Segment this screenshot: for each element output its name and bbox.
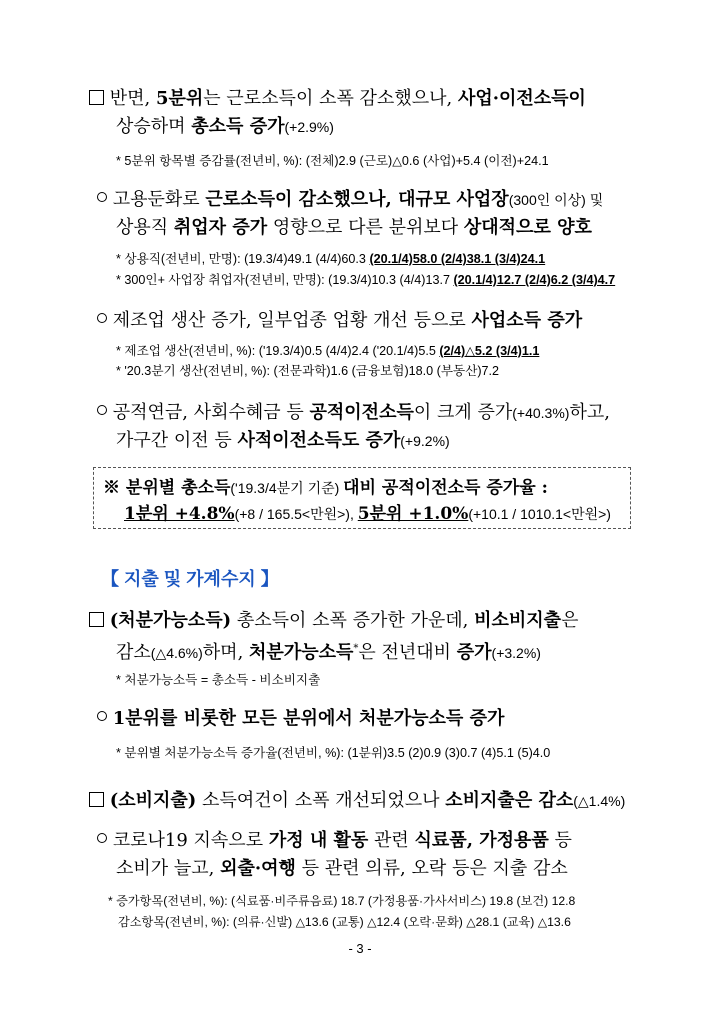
square-bullet-icon (89, 612, 104, 627)
p5-line1: (처분가능소득) 총소득이 소폭 증가한 가운데, 비소비지출은 (89, 606, 578, 635)
box-line2: 1분위 +4.8%(+8 / 165.5<만원>), 5분위 +1.0%(+10.1 / 1010.1<만원>) (124, 504, 611, 524)
p8-note1: * 증가항목(전년비, %): (식료품·비주류음료) 18.7 (가정용품·가사서비스) 19.8 (보건) 12.8 (108, 894, 576, 908)
p4-line2: 가구간 이전 등 사적이전소득도 증가(+9.2%) (116, 430, 450, 451)
p5-note: * 처분가능소득 = 총소득 - 비소비지출 (116, 673, 321, 687)
p2-line2: 상용직 취업자 증가 영향으로 다른 분위보다 상대적으로 양호 (116, 217, 592, 238)
circle-bullet-icon (97, 833, 107, 843)
square-bullet-icon (89, 90, 104, 105)
p1-line2: 상승하며 총소득 증가(+2.9%) (116, 116, 334, 137)
p2-note1: * 상용직(전년비, 만명): (19.3/4)49.1 (4/4)60.3 (20.1/4)58.0 (2/4)38.1 (3/4)24.1 (116, 252, 546, 266)
p4-line1: 공적연금, 사회수혜금 등 공적이전소득이 크게 증가(+40.3%)하고, (97, 398, 610, 428)
p7-line1: (소비지출) 소득여건이 소폭 개선되었으나 소비지출은 감소(△1.4%) (89, 786, 625, 816)
circle-bullet-icon (97, 405, 107, 415)
section-heading: 【 지출 및 가계수지 】 (101, 569, 279, 589)
p2-line1: 고용둔화로 근로소득이 감소했으나, 대규모 사업장(300인 이상) 및 (97, 185, 603, 215)
circle-bullet-icon (97, 711, 107, 721)
circle-bullet-icon (97, 313, 107, 323)
p2-note2: * 300인+ 사업장 취업자(전년비, 만명): (19.3/4)10.3 (4/4)13.7 (20.1/4)12.7 (2/4)6.2 (3/4)4.7 (116, 273, 616, 287)
p8-note2: 감소항목(전년비, %): (의류·신발) △13.6 (교통) △12.4 (오락·문화) △28.1 (교육) △13.6 (118, 915, 571, 929)
p6-note: * 분위별 처분가능소득 증가율(전년비, %): (1분위)3.5 (2)0.9 (3)0.7 (4)5.1 (5)4.0 (116, 746, 551, 760)
p5-line2: 감소(△4.6%)하며, 처분가능소득*은 전년대비 증가(+3.2%) (116, 642, 541, 663)
p8-line1: 코로나19 지속으로 가정 내 활동 관련 식료품, 가정용품 등 (97, 826, 572, 855)
page-number: - 3 - (348, 941, 372, 956)
circle-bullet-icon (97, 192, 107, 202)
p1-note: * 5분위 항목별 증감률(전년비, %): (전체)2.9 (근로)△0.6 (사업)+5.4 (이전)+24.1 (116, 154, 549, 168)
p1-line1: 반면, 5분위는 근로소득이 소폭 감소했으나, 사업·이전소득이 (89, 84, 586, 113)
p3-note2: * '20.3분기 생산(전년비, %): (전문과학)1.6 (금융보험)18.0 (부동산)7.2 (116, 364, 500, 378)
p8-line2: 소비가 늘고, 외출·여행 등 관련 의류, 오락 등은 지출 감소 (116, 858, 568, 879)
p3-line1: 제조업 생산 증가, 일부업종 업황 개선 등으로 사업소득 증가 (97, 306, 582, 335)
square-bullet-icon (89, 792, 104, 807)
p3-note1: * 제조업 생산(전년비, %): ('19.3/4)0.5 (4/4)2.4 ('20.1/4)5.5 (2/4)△5.2 (3/4)1.1 (116, 344, 540, 358)
box-line1: ※ 분위별 총소득('19.3/4분기 기준) 대비 공적이전소득 증가율 : (103, 478, 548, 498)
p6-line1: 1분위를 비롯한 모든 분위에서 처분가능소득 증가 (97, 704, 504, 733)
